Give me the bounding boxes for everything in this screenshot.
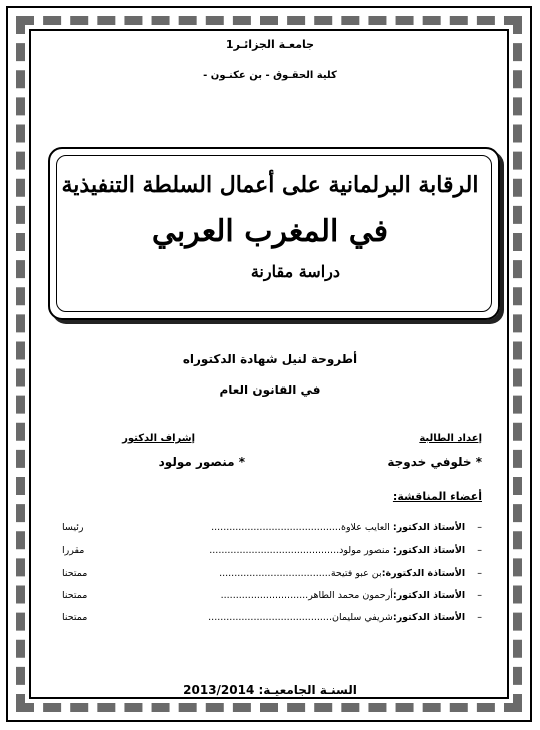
university-name: جامعـة الجزائـر1 [225,38,315,51]
bullet-dash: – [465,612,482,623]
thesis-title-line1: الرقابة البرلمانية على أعمال السلطة التنفيذية [61,172,479,198]
member-title: الأستاذ الدكتور: [392,612,466,623]
supervisor-name: * منصور مولود [158,455,245,469]
committee-member: – الأستاذ الدكتور:شريفي سليمان......................................... ممتحنا [62,612,482,623]
committee-label: أعضاء المناقشة: [392,490,482,503]
member-title: الأستاذ الدكتور: [392,522,466,533]
student-name: * خلوفي خدوجة [387,455,482,469]
faculty-name: كلية الحقـوق - بن عكنـون - [203,70,337,81]
bullet-dash: – [465,522,482,533]
degree-text: أطروحة لنيل شهادة الدكتوراه [182,352,358,366]
committee-member: – الأستاذ الدكتور: العايب علاوة........................................... رئيسا [62,522,482,533]
member-role: ممتحنا [62,568,88,579]
member-role: رئيسا [62,522,84,533]
bullet-dash: – [465,568,482,579]
member-title: الأستاذ الدكتور: [392,590,466,601]
member-role: ممتحنا [62,590,88,601]
member-name: العايب علاوة [340,522,390,533]
member-name: منصور مولود [339,545,390,556]
thesis-title-line2: في المغرب العربي [151,214,389,249]
thesis-subtitle: دراسة مقارنة [250,262,340,281]
bullet-dash: – [465,590,482,601]
member-title: الأستاذ الدكتور: [392,545,466,556]
field-text: في القانون العام [219,383,321,397]
member-name: شريفي سليمان [331,612,393,623]
bullet-dash: – [465,545,482,556]
member-role: مقررا [62,545,85,556]
committee-member: – الأستاذ الدكتور: منصور مولود........................................... مقررا [62,545,482,556]
member-title: الأستاذة الدكتورة: [381,568,466,579]
member-role: ممتحنا [62,612,88,623]
member-name: بن عبو فتيحة [330,568,382,579]
supervisor-label: إشراف الدكتور [122,433,195,444]
academic-year: السنـة الجامعيـة: 2013/2014 [183,683,357,697]
member-name: أرحمون محمد الطاهر [308,590,393,601]
committee-member: – الأستاذ الدكتور:أرحمون محمد الطاهر............................. ممتحنا [62,590,482,601]
committee-member: – الأستاذة الدكتورة:بن عبو فتيحة..................................... ممتحنا [62,568,482,579]
student-label: إعداد الطالبة [419,433,482,444]
